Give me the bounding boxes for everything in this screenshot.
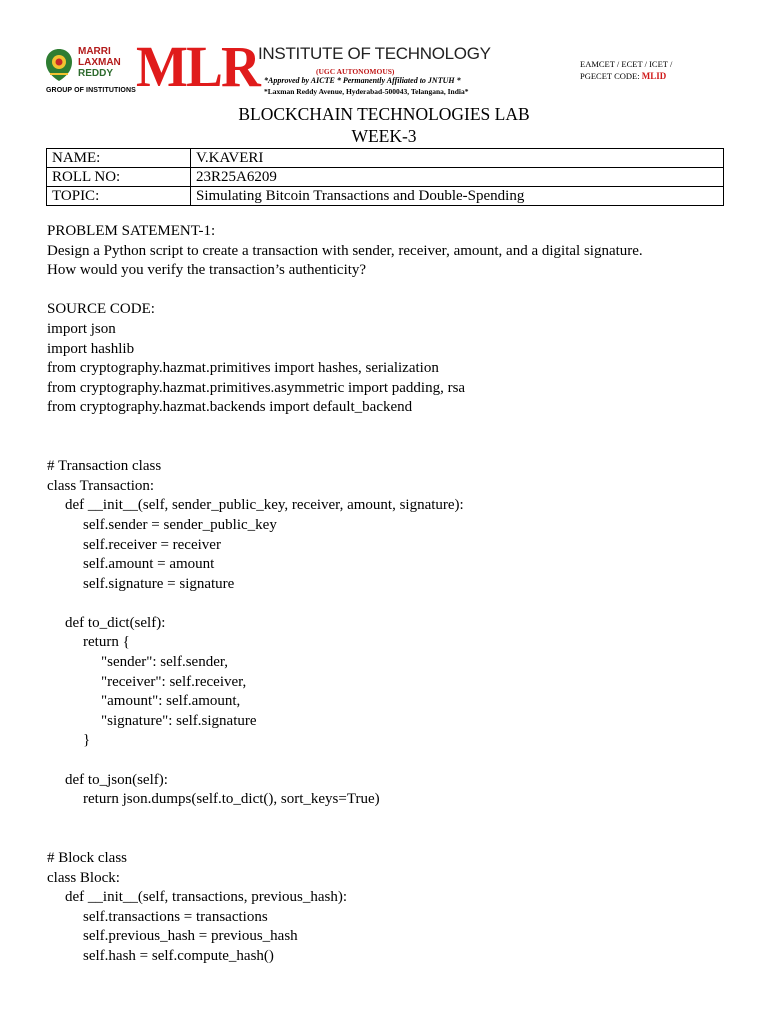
lab-title: BLOCKCHAIN TECHNOLOGIES LAB [238,104,530,124]
code-line: self.hash = self.compute_hash() [83,947,274,964]
code-line: class Block: [47,869,120,886]
document-body [47,222,747,967]
code-line: "amount": self.amount, [101,693,241,710]
letterhead [44,34,734,102]
code-line: import json [47,320,116,337]
code-line: # Transaction class [47,458,162,475]
info-value: Simulating Bitcoin Transactions and Double-Spending [191,187,724,206]
brand-name [78,46,121,79]
problem-line: How would you verify the transaction’s authenticity? [47,262,367,279]
info-key: NAME: [47,149,191,168]
table-row [47,149,724,168]
code-line: self.signature = signature [83,575,235,592]
info-key: ROLL NO: [47,168,191,187]
code-line: self.transactions = transactions [83,908,268,925]
brand-line-2: LAXMAN [78,57,121,68]
code-line: self.sender = sender_public_key [83,516,277,533]
source-heading: SOURCE CODE: [47,301,155,318]
code-line: def __init__(self, transactions, previous_hash): [65,889,348,906]
table-row [47,168,724,187]
code-line: # Block class [47,850,127,866]
code-line: def to_json(self): [65,771,168,788]
code-line: from cryptography.hazmat.primitives import hashes, serialization [47,360,439,377]
code-line: def __init__(self, sender_public_key, receiver, amount, signature): [65,497,464,514]
approval-text: *Approved by AICTE * Permanently Affiliated to JNTUH * [264,76,461,85]
group-label: GROUP OF INSTITUTIONS [46,87,136,94]
info-value: V.KAVERI [191,149,724,168]
info-value: 23R25A6209 [191,168,724,187]
code-line: "receiver": self.receiver, [101,673,247,690]
mlr-logo: MLR [136,34,259,99]
code-line: self.amount = amount [83,556,215,573]
week-label: WEEK-3 [351,126,417,146]
ugc-label: (UGC AUTONOMOUS) [316,67,395,76]
code-line: "sender": self.sender, [101,654,229,671]
student-info-table [46,148,724,206]
code-line: from cryptography.hazmat.backends import default_backend [47,399,413,416]
code-line: self.receiver = receiver [83,536,221,553]
code-line: self.previous_hash = previous_hash [83,928,298,945]
code-line: class Transaction: [47,477,155,494]
codes-line-1: EAMCET / ECET / ICET / [580,59,673,69]
info-key: TOPIC: [47,187,191,206]
code-line: from cryptography.hazmat.primitives.asymmetric import padding, rsa [47,379,466,396]
code-value: MLID [641,71,667,81]
code-line: "signature": self.signature [101,712,257,729]
code-line: return { [83,634,130,651]
problem-line: Design a Python script to create a transaction with sender, receiver, amount, and a digital signature. [47,242,643,259]
address-text: *Laxman Reddy Avenue, Hyderabad-500043, Telangana, India* [264,87,469,96]
brand-line-3: REDDY [78,68,114,79]
codes-line-2 [580,70,672,82]
problem-heading: PROBLEM SATEMENT-1: [47,223,216,239]
institute-name: INSTITUTE OF TECHNOLOGY [258,44,491,63]
table-row [47,187,724,206]
code-line: } [83,732,91,749]
college-seal-icon [44,48,74,82]
codes-label: PGECET CODE: [580,71,640,81]
code-line: import hashlib [47,340,135,357]
brand-line-1: MARRI [78,46,111,57]
code-line: return json.dumps(self.to_dict(), sort_keys=True) [83,791,380,808]
exam-codes [580,58,672,82]
code-line: def to_dict(self): [65,614,166,631]
